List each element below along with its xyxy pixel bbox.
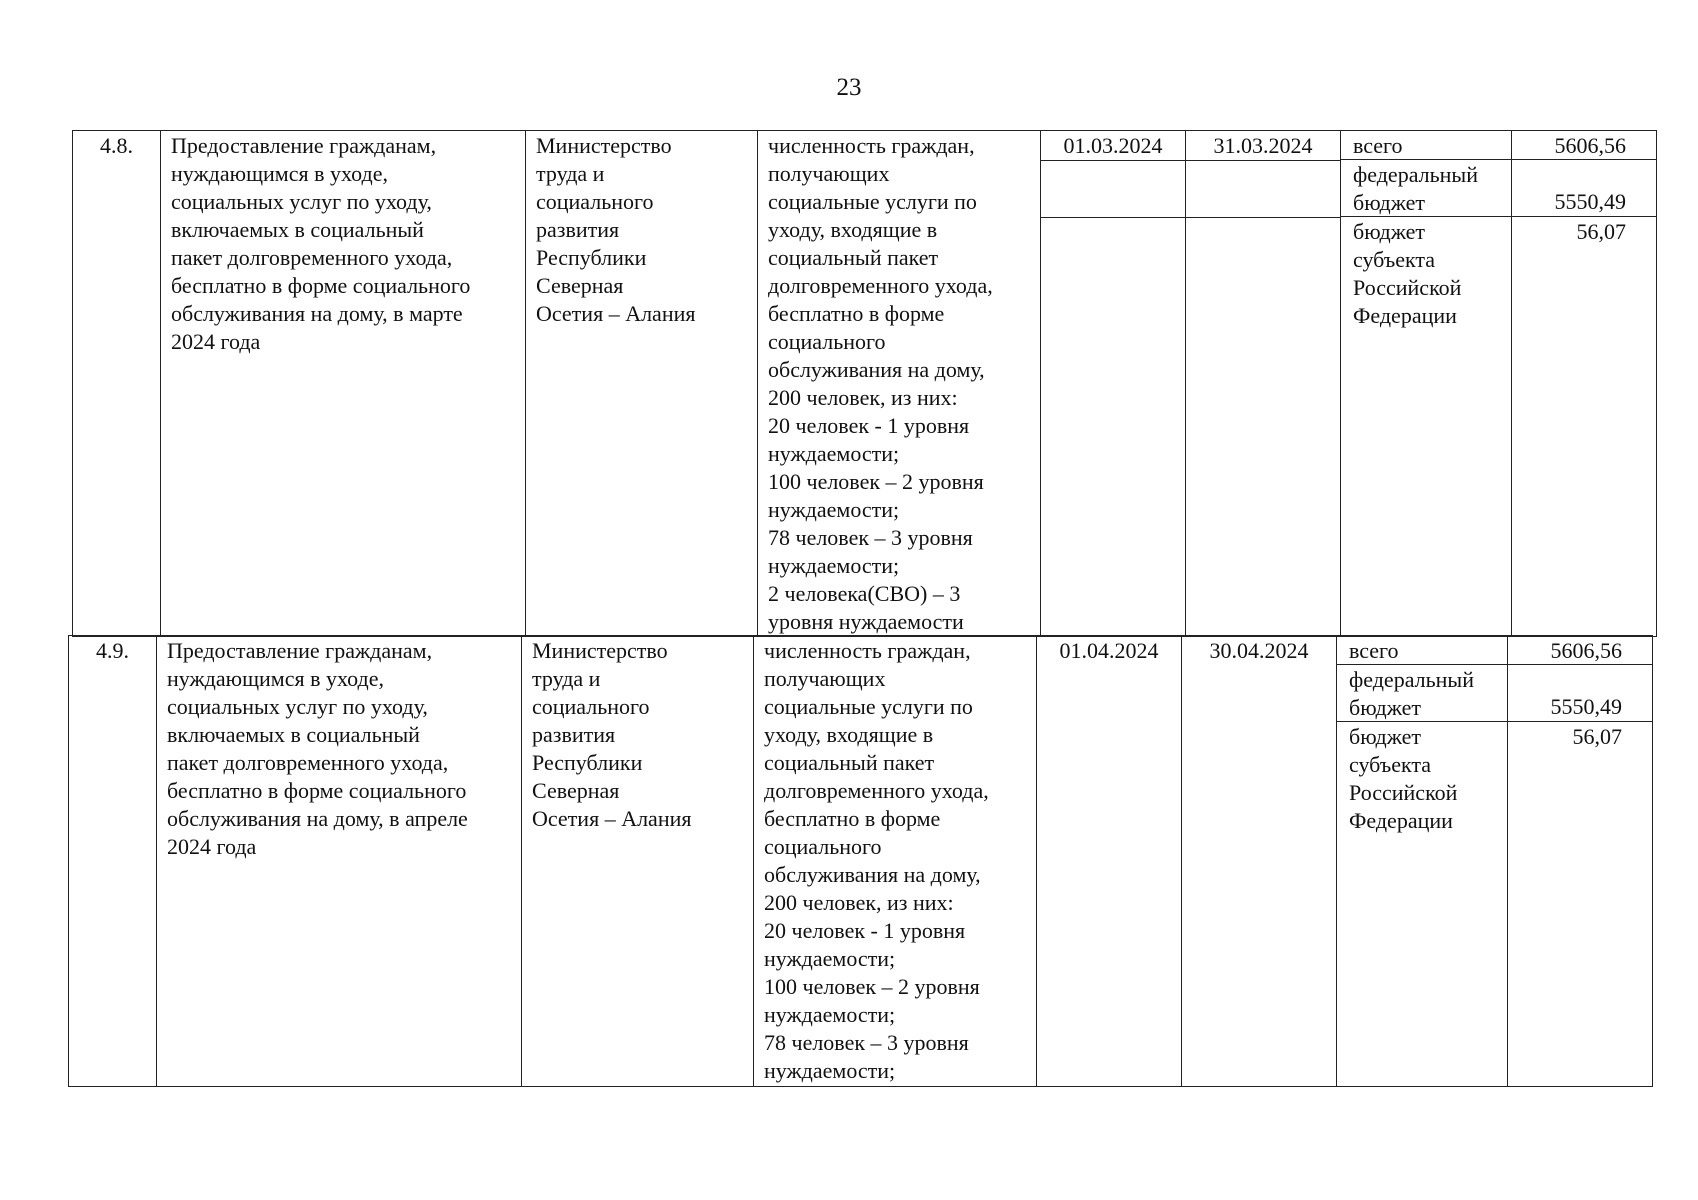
finance-block bbox=[1337, 636, 1652, 1086]
indicator-cell bbox=[754, 636, 1037, 1087]
finance-label: бюджет субъекта Российской Федерации bbox=[1349, 724, 1458, 833]
finance-cell bbox=[1337, 636, 1653, 1087]
end-date: 31.03.2024 bbox=[1186, 131, 1340, 161]
row-number: 4.8. bbox=[100, 133, 133, 158]
row-number: 4.9. bbox=[96, 638, 129, 663]
finance-value: 5606,56 bbox=[1511, 131, 1656, 159]
indicator-cell bbox=[758, 131, 1041, 637]
finance-cell bbox=[1341, 131, 1657, 637]
start-date-cell bbox=[1037, 636, 1182, 1087]
start-date: 01.04.2024 bbox=[1059, 638, 1159, 663]
event-text: Предоставление гражданам, нуждающимся в уходе, социальных услуг по уходу, включаемых в социальный пакет долговременного ухода, бесплатно в форме социального обслуживания на дому, в апреле 2024 года bbox=[167, 638, 468, 859]
indicator-text: численность граждан, получающих социальные услуги по уходу, входящие в социальный пакет долговременного ухода, бесплатно в форме социального обслуживания на дому, 200 человек, из них: 20 человек - 1 уровня нуждаемости; 100 человек – 2 уровня нуждаемости; 78 человек – 3 уровня нуждаемости; bbox=[764, 638, 989, 1083]
finance-label: федеральный бюджет bbox=[1353, 162, 1478, 215]
finance-label: всего bbox=[1349, 638, 1399, 663]
executor-cell bbox=[526, 131, 758, 637]
finance-value: 5550,49 bbox=[1550, 694, 1622, 719]
finance-value: 56,07 bbox=[1511, 217, 1656, 636]
finance-label: федеральный бюджет bbox=[1349, 667, 1474, 720]
finance-value: 5550,49 bbox=[1554, 189, 1626, 214]
row-number-cell bbox=[73, 131, 161, 637]
row-number-cell bbox=[69, 636, 157, 1087]
table-row-4-8 bbox=[72, 130, 1657, 637]
start-date-cell bbox=[1041, 131, 1186, 637]
event-text: Предоставление гражданам, нуждающимся в уходе, социальных услуг по уходу, включаемых в социальный пакет долговременного ухода, бесплатно в форме социального обслуживания на дому, в марте 2024 года bbox=[171, 133, 471, 354]
page-number: 23 bbox=[836, 74, 862, 101]
table-row-4-9 bbox=[68, 635, 1653, 1087]
finance-value: 56,07 bbox=[1507, 722, 1652, 1086]
indicator-text: численность граждан, получающих социальные услуги по уходу, входящие в социальный пакет долговременного ухода, бесплатно в форме социального обслуживания на дому, 200 человек, из них: 20 человек - 1 уровня нуждаемости; 100 человек – 2 уровня нуждаемости; 78 человек – 3 уровня нуждаемости; 2 человека(СВО) – 3 уровня нуждаемости bbox=[768, 133, 993, 634]
executor-text: Министерство труда и социального развития Республики Северная Осетия – Алания bbox=[532, 638, 692, 831]
executor-cell bbox=[522, 636, 754, 1087]
start-date: 01.03.2024 bbox=[1041, 131, 1185, 161]
end-date-cell bbox=[1186, 131, 1341, 637]
finance-label: всего bbox=[1353, 133, 1403, 158]
end-date-cell bbox=[1182, 636, 1337, 1087]
executor-text: Министерство труда и социального развития Республики Северная Осетия – Алания bbox=[536, 133, 696, 326]
event-cell bbox=[161, 131, 526, 637]
event-cell bbox=[157, 636, 522, 1087]
finance-block bbox=[1341, 131, 1656, 636]
finance-label: бюджет субъекта Российской Федерации bbox=[1353, 219, 1462, 328]
finance-value: 5606,56 bbox=[1507, 636, 1652, 664]
end-date: 30.04.2024 bbox=[1209, 638, 1309, 663]
